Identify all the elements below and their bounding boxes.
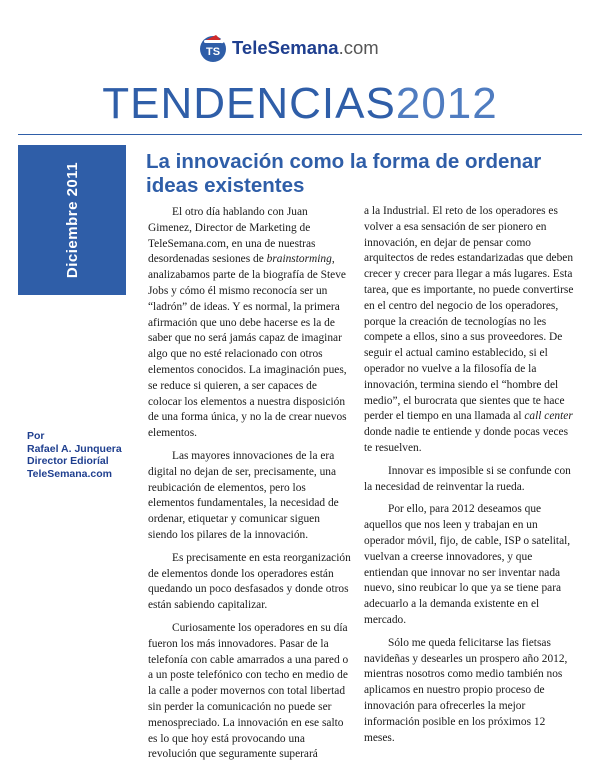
- article-column-right: [364, 204, 576, 753]
- article-headline: La innovación como la forma de ordenar ideas existentes: [146, 150, 542, 197]
- paragraph-text-after: donde nadie te entiende y donde pocas veces te resuelven.: [364, 426, 569, 454]
- section-rule: [18, 134, 582, 135]
- article-paragraph: [364, 502, 576, 628]
- logo-wordmark: [232, 37, 379, 59]
- article-paragraph: [364, 204, 576, 457]
- article-column-left: [148, 205, 352, 770]
- paragraph-emphasis: call center: [524, 410, 573, 423]
- paragraph-text: Curiosamente los operadores en su día fueron los más innovadores. Pasar de la telefonía con cable amarrados a una pared o a un poste telefónico con techo en medio de la calle a poder movernos con total libertad sin perder la comunicación no puede ser menospreciado. La innovación en ese salto es lo que hoy está provocando una revolución que seguramente superará: [148, 621, 349, 761]
- section-title: [0, 78, 600, 130]
- byline-site: TeleSemana.com: [27, 467, 113, 480]
- paragraph-emphasis: brainstorming: [266, 253, 332, 266]
- paragraph-text: Es precisamente en esta reorganización de elementos donde los operadores están quedando un poco desfasados y donde otros están sabiendo capitalizar.: [148, 551, 351, 612]
- logo-badge-text: TS: [205, 46, 221, 58]
- paragraph-text: a la Industrial. El reto de los operadores es volver a esa sensación de ser pionero en innovación, en dejar de pensar como arquitectos de redes estandarizadas que deben crecer y crecer para llegar a más lugares. Esta tarea, que es importante, no puede convertirse en el centro del negocio de los operadores, porque la creación de tecnologías no les compete a ellos, sino a sus proveedores. De seguir el actual camino establecido, si el operador no vuelve a la filosofía de la innovación, termina siendo el “hombre del medio”, el burocrata que sientes que te hace perder el tiempo en una llamada al: [364, 205, 574, 423]
- byline-por: Por: [27, 430, 45, 442]
- article-paragraph: [364, 464, 576, 496]
- paragraph-text: El otro día hablando con Juan Gimenez, Director de Marketing de TeleSemana.com, en una de nuestras desordenadas sesiones de: [148, 206, 316, 266]
- article-paragraph: [364, 636, 576, 747]
- byline-author: Rafael A. Junquera: [27, 442, 122, 455]
- paragraph-text-after: , analizabamos parte de la biografía de Steve Jobs y cómo él mismo reconocía ser un “ladrón” de ideas. Y es normal, la primera afirmación que uno debe hacerse es la de saber que no será jamás capaz de imaginar algo que no esté relacionado con otros elementos conocidos. La imaginación pues, se reduce si quieren, a ser capaces de colocar los elementos a nuestra disposición de una forma única, y no la de crear nuevos elementos.: [148, 253, 347, 440]
- logo-tld: .com: [338, 37, 379, 58]
- logo-badge-icon: [198, 33, 228, 63]
- article-paragraph: [148, 551, 352, 614]
- article-paragraph: [148, 205, 352, 442]
- article-paragraph: [148, 449, 352, 544]
- paragraph-text: Innovar es imposible si se confunde con la necesidad de reinventar la rueda.: [364, 464, 571, 493]
- section-year: 2012: [395, 79, 498, 128]
- telesemana-logo: [198, 30, 379, 66]
- byline: [27, 430, 137, 480]
- section-word: TENDENCIAS: [102, 79, 396, 128]
- paragraph-text: Por ello, para 2012 deseamos que aquellos que nos leen y trabajan en un operador móvil, fijo, de cable, ISP o satelital, vuelvan a creerse innovadores, y que entiendan que innovar no ser inventar nada nuevo, sino reubicar lo que ya se tiene para adecuarlo a la demanda existente en el mercado.: [364, 503, 571, 626]
- logo-name: TeleSemana: [232, 37, 339, 58]
- article-paragraph: [148, 621, 352, 763]
- date-sidebar: [18, 145, 126, 295]
- byline-role: Director Edioríal: [27, 455, 109, 467]
- paragraph-text: Las mayores innovaciones de la era digital no dejan de ser, precisamente, una reubicación de elementos, pero los elementos fundamentales, la necesidad de ordenar, etiquetar y comunicar siguen siendo los pilares de la innovación.: [148, 449, 339, 541]
- paragraph-text: Sólo me queda felicitarse las fietsas navideñas y desearles un prospero año 2012, mientras nosotros como medio también nos aplicamos en nuestro propio proceso de innovación para ofrecerles la mejor información posible en los próximos 12 meses.: [364, 636, 568, 744]
- issue-date: Diciembre 2011: [63, 161, 81, 279]
